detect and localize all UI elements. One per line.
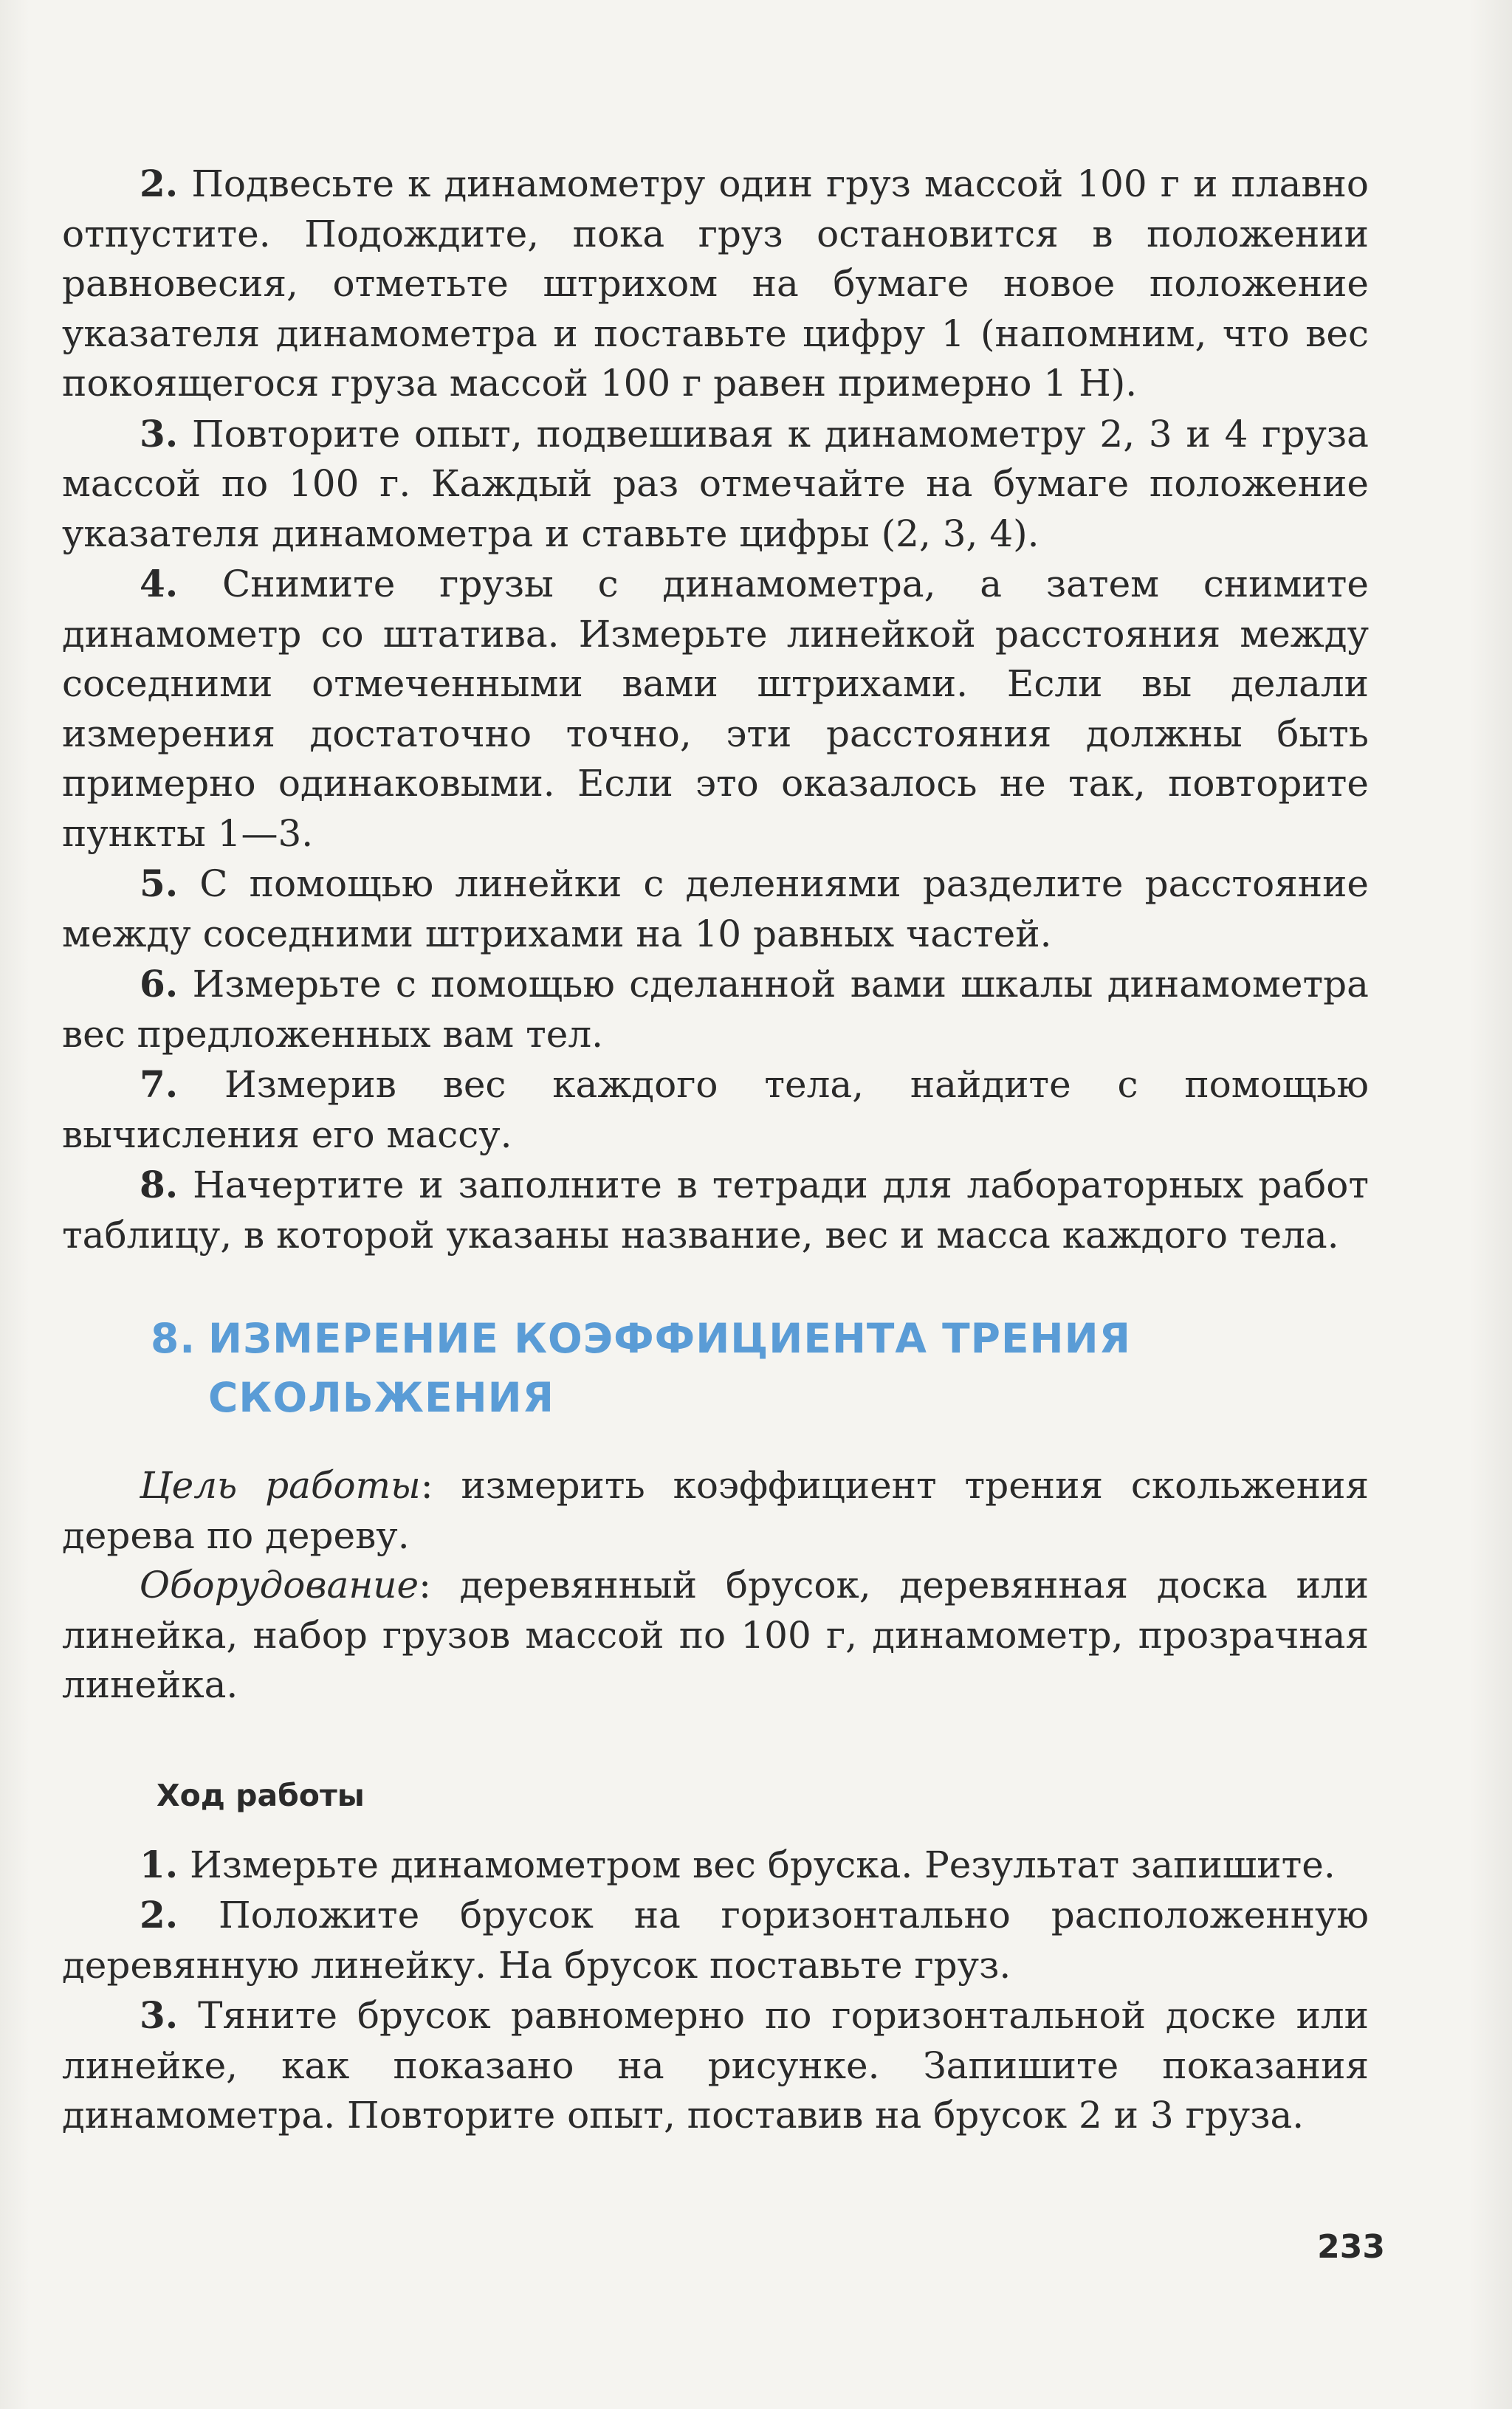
list-item [62,559,1369,859]
item-text: Измерьте динамометром вес бруска. Результат запишите. [190,1843,1336,1886]
goal-text: : измерить коэффициент трения скольжения дерева по дереву. [62,1464,1369,1557]
page-content [62,159,1369,2141]
item-text: Снимите грузы с динамометра, а затем снимите динамометр со штатива. Измерьте линейкой расстояния между соседними отмеченными вами штрихами. Если вы делали измерения достаточно точно, эти расстояния должны быть примерно одинаковыми. Если это оказалось не так, повторите пункты 1—3. [62,563,1369,855]
page-number: 233 [1317,2228,1385,2266]
item-text: С помощью линейки с делениями разделите расстояние между соседними штрихами на 10 равных частей. [62,862,1369,955]
procedure-heading: Ход работы [157,1777,365,1813]
section-number: 8. [151,1315,196,1362]
list-item [62,1160,1369,1260]
item-number: 2. [140,1893,179,1937]
instruction-list-top [62,159,1369,1260]
list-item [62,1840,1369,1891]
item-number: 2. [140,162,179,205]
equipment-text: : деревянный брусок, деревянная доска или линейка, набор грузов массой по 100 г, динамометр, прозрачная линейка. [62,1564,1369,1706]
goal-label: Цель работы [140,1464,421,1507]
section-title [151,1309,1369,1427]
lab-meta [62,1461,1369,1711]
instruction-list-bottom [62,1840,1369,2141]
item-number: 5. [140,862,179,905]
section-title-line1: ИЗМЕРЕНИЕ КОЭФФИЦИЕНТА ТРЕНИЯ [208,1315,1131,1362]
item-number: 7. [140,1062,179,1106]
list-item [62,409,1369,560]
equipment-paragraph [62,1561,1369,1711]
item-text: Тяните брусок равномерно по горизонтальной доске или линейке, как показано на рисунке. Запишите показания динамометра. Повторите опыт, поставив на брусок 2 и 3 груза. [62,1994,1369,2137]
list-item [62,159,1369,409]
list-item [62,959,1369,1059]
list-item [62,859,1369,959]
item-number: 6. [140,962,179,1006]
item-number: 3. [140,411,179,456]
section-title-line2: СКОЛЬЖЕНИЯ [208,1374,554,1421]
goal-paragraph [62,1461,1369,1561]
item-text: Повторите опыт, подвешивая к динамометру 2, 3 и 4 груза массой по 100 г. Каждый раз отмечайте на бумаге положение указателя динамометра и ставьте цифры (2, 3, 4). [62,412,1369,555]
item-text: Измерив вес каждого тела, найдите с помощью вычисления его массу. [62,1063,1369,1156]
list-item [62,1990,1369,2141]
item-text: Подвесьте к динамометру один груз массой 100 г и плавно отпустите. Подождите, пока груз остановится в положении равновесия, отметьте штрихом на бумаге новое положение указателя динамометра и поставьте цифру 1 (напомним, что вес покоящегося груза массой 100 г равен примерно 1 Н). [62,162,1369,405]
item-number: 3. [140,1993,179,2037]
item-text: Начертите и заполните в тетради для лабораторных работ таблицу, в которой указаны название, вес и масса каждого тела. [62,1164,1369,1257]
item-number: 8. [140,1163,179,1206]
item-text: Измерьте с помощью сделанной вами шкалы динамометра вес предложенных вам тел. [62,963,1369,1056]
list-item [62,1059,1369,1160]
equipment-label: Оборудование [140,1564,419,1606]
item-text: Положите брусок на горизонтально расположенную деревянную линейку. На брусок поставьте груз. [62,1894,1369,1987]
list-item [62,1890,1369,1990]
item-number: 4. [140,562,179,605]
item-number: 1. [140,1842,179,1886]
